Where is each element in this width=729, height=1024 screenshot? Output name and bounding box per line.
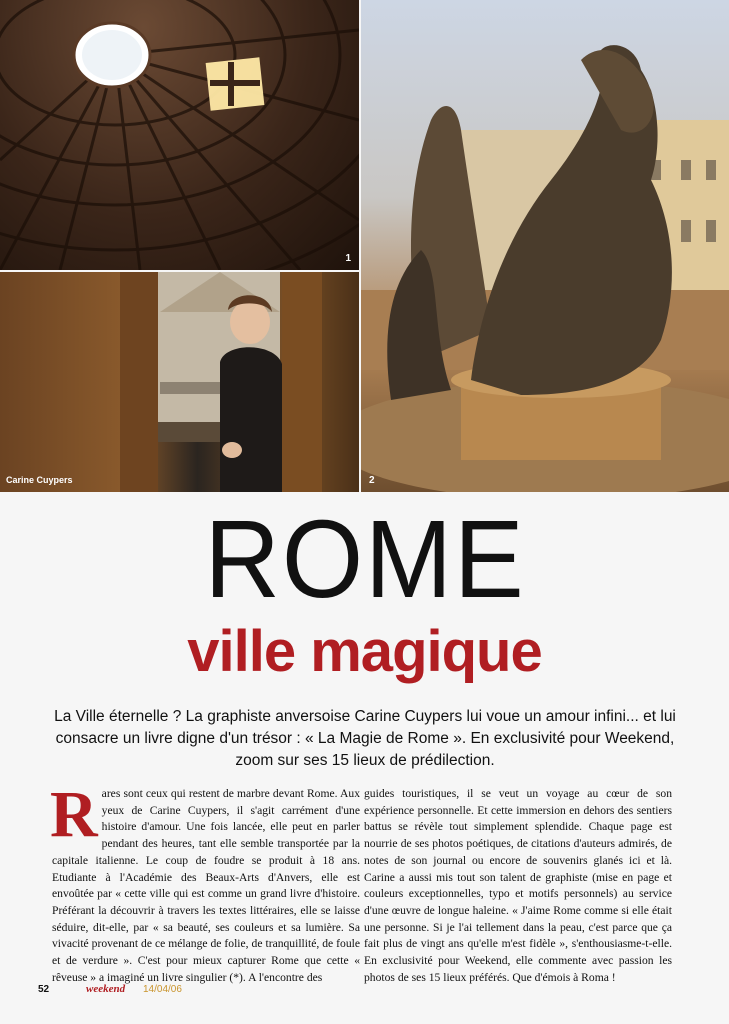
photo-pantheon-dome <box>0 0 359 270</box>
fountain-illustration <box>361 0 729 492</box>
portrait-illustration <box>0 272 359 492</box>
page-title <box>0 495 729 625</box>
photo-fountain <box>361 0 729 492</box>
pantheon-dome-illustration <box>0 0 359 270</box>
photo-portrait <box>0 272 359 492</box>
drop-cap: R <box>50 778 98 851</box>
intro-paragraph: La Ville éternelle ? La graphiste anversoise Carine Cuypers lui voue un amour infini... et lui consacre un livre digne d'un trésor : « La Magie de Rome ». En exclusivité pour Weekend, zoom sur ses 15 lieux de prédilection. <box>54 708 676 769</box>
issue-date: 14/04/06 <box>143 984 182 995</box>
page-subtitle: ville magique <box>187 619 542 684</box>
page-number: 52 <box>38 984 50 995</box>
magazine-brand: weekend <box>86 983 126 995</box>
photo-number-1: 1 <box>345 253 351 264</box>
article-column-1 <box>50 778 360 986</box>
photo-number-2: 2 <box>369 475 375 486</box>
article-column-2: guides touristiques, il se veut un voyage au cœur de son expérience personnelle. Et cette immersion en dehors des sentiers battus se révèle tout simplement splendide. Chaque page est nourrie de ses photos poétiques, de citations d'auteurs admirés, de notes de son journal ou encore de souvenirs glanés ici et là. Carine a aussi mis tout son talent de graphiste (mise en page et couleurs exceptionnelles, typo et motifs personnels) au service d'une œuvre de longue haleine. « J'aime Rome comme si elle était une personne. Si je l'ai tellement dans la peau, c'est parce que ça fait plus de vingt ans qu'elle m'est fidèle », s'enthousiasme-t-elle. En exclusivité pour Weekend, elle commente avec passion les photos de ses 15 lieux préférés. Que d'émois à Roma ! <box>364 787 672 984</box>
photo-credit: Carine Cuypers <box>6 475 73 485</box>
article-column-1-text: ares sont ceux qui restent de marbre devant Rome. Aux yeux de Carine Cuypers, il s'agit carrément d'une histoire d'amour. Une fois lancée, elle peut en parler pendant des heures, tant elle semble transportée par la capitale italienne. Le coup de foudre se produit à 18 ans. Etudiante à l'Académie des Beaux-Arts d'Anvers, elle est envoûtée par « cette ville qui est comme un grand livre d'histoire. Préférant la découvrir à travers les textes littéraires, elle se laisse séduire, dit-elle, par « sa beauté, ses couleurs et sa lumière. Sa vivacité provenant de ce mélange de folie, de tranquillité, de foule et de verdure ». C'est pour mieux capturer Rome que cette « rêveuse » a imaginé un livre singulier (*). A l'encontre des <box>52 787 360 984</box>
title-text: ROME <box>203 498 526 621</box>
